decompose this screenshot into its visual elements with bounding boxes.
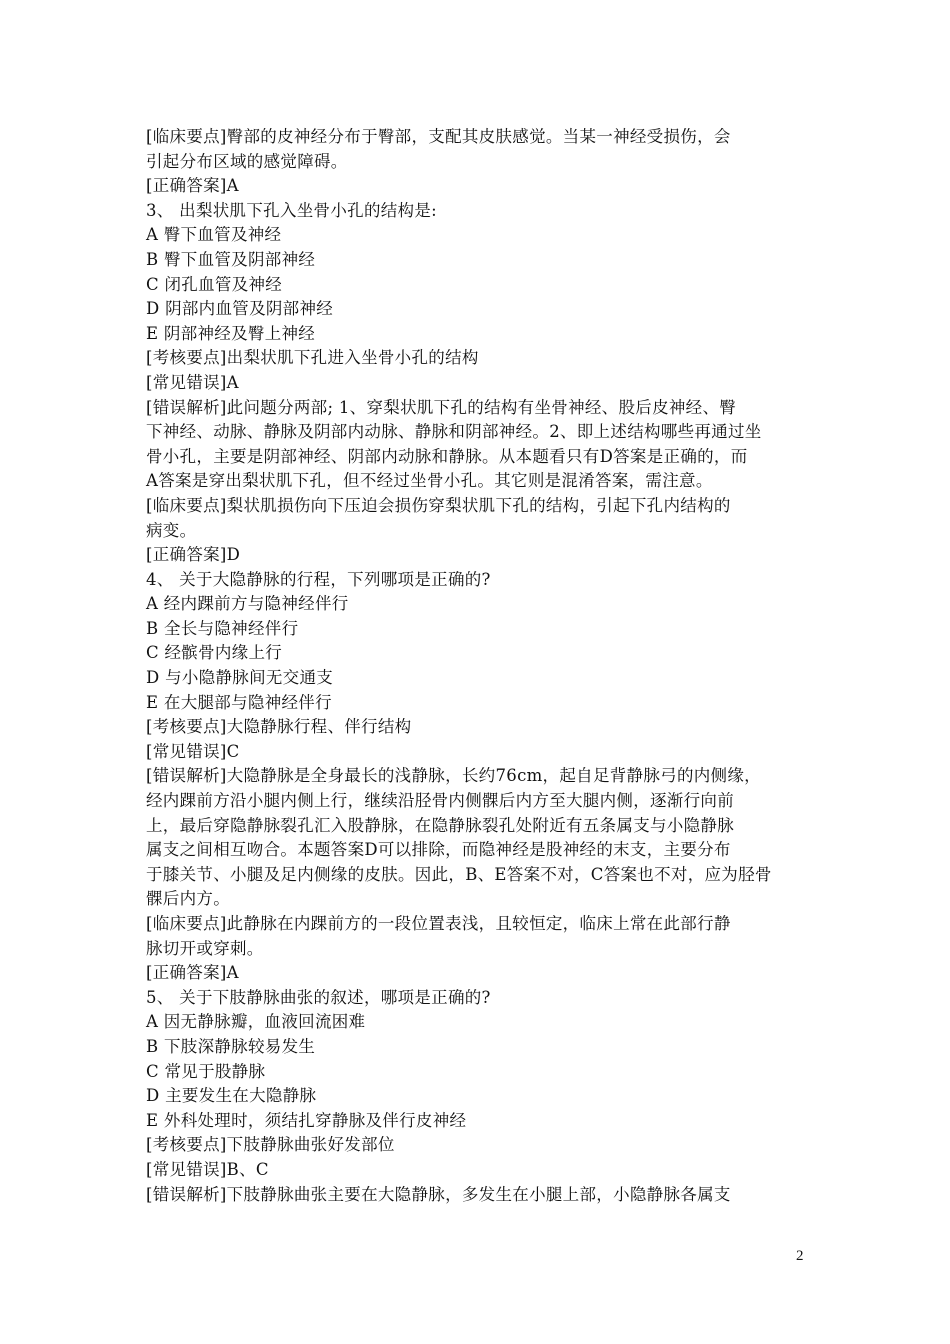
text-line: D 主要发生在大隐静脉 xyxy=(146,1086,317,1106)
text-line: D 阴部内血管及阴部神经 xyxy=(146,299,334,319)
text-line: [考核要点]出梨状肌下孔进入坐骨小孔的结构 xyxy=(146,348,479,368)
text-line: [临床要点]此静脉在内踝前方的一段位置表浅，且较恒定，临床上常在此部行静 xyxy=(146,914,731,933)
text-line: B 臀下血管及阴部神经 xyxy=(146,249,316,269)
text-line: 病变。 xyxy=(146,520,197,540)
text-line: [考核要点]下肢静脉曲张好发部位 xyxy=(146,1135,395,1155)
text-line: 脉切开或穿刺。 xyxy=(146,938,264,958)
text-line: E 在大腿部与隐神经伴行 xyxy=(146,692,332,712)
text-line: B 全长与隐神经伴行 xyxy=(146,618,299,638)
text-line: [错误解析]下肢静脉曲张主要在大隐静脉，多发生在小腿上部，小隐静脉各属支 xyxy=(146,1184,731,1204)
text-line: [正确答案]A xyxy=(146,963,239,983)
text-line: A答案是穿出梨状肌下孔，但不经过坐骨小孔。其它则是混淆答案，需注意。 xyxy=(146,471,713,491)
text-line: [常见错误]A xyxy=(146,372,239,392)
text-line: 骨小孔，主要是阴部神经、阴部内动脉和静脉。从本题看只有D答案是正确的，而 xyxy=(146,446,748,466)
text-line: 引起分布区域的感觉障碍。 xyxy=(146,151,348,171)
text-line: A 臀下血管及神经 xyxy=(146,225,282,245)
text-line: 于膝关节、小腿及足内侧缘的皮肤。因此，B、E答案不对，C答案也不对，应为胫骨 xyxy=(146,864,772,884)
text-line: [错误解析]大隐静脉是全身最长的浅静脉，长约76cm，起自足背静脉弓的内侧缘， xyxy=(146,766,761,786)
page-number: 2 xyxy=(796,1248,804,1264)
text-line: 上，最后穿隐静脉裂孔汇入股静脉，在隐静脉裂孔处附近有五条属支与小隐静脉 xyxy=(146,815,734,835)
text-line: E 阴部神经及臀上神经 xyxy=(146,323,316,343)
text-line: A 经内踝前方与隐神经伴行 xyxy=(146,594,349,614)
text-line: 3、 出梨状肌下孔入坐骨小孔的结构是: xyxy=(146,200,438,220)
text-line: [临床要点]梨状肌损伤向下压迫会损伤穿梨状肌下孔的结构，引起下孔内结构的 xyxy=(146,495,731,515)
text-line: 5、 关于下肢静脉曲张的叙述，哪项是正确的? xyxy=(146,987,491,1007)
text-line: A 因无静脉瓣，血液回流困难 xyxy=(146,1012,366,1032)
text-line: 下神经、动脉、静脉及阴部内动脉、静脉和阴部神经。2、即上述结构哪些再通过坐 xyxy=(146,422,762,442)
text-line: C 常见于股静脉 xyxy=(146,1061,266,1081)
text-line: E 外科处理时，须结扎穿静脉及伴行皮神经 xyxy=(146,1110,467,1130)
text-line: 4、 关于大隐静脉的行程，下列哪项是正确的? xyxy=(146,569,491,589)
text-line: [临床要点]臀部的皮神经分布于臀部，支配其皮肤感觉。当某一神经受损伤，会 xyxy=(146,127,731,146)
text-line: [正确答案]D xyxy=(146,545,241,565)
text-line: [错误解析]此问题分两部; 1、穿梨状肌下孔的结构有坐骨神经、股后皮神经、臀 xyxy=(146,397,737,417)
text-line: D 与小隐静脉间无交通支 xyxy=(146,668,334,688)
text-line: 属支之间相互吻合。本题答案D可以排除，而隐神经是股神经的末支，主要分布 xyxy=(146,840,731,860)
text-line: [正确答案]A xyxy=(146,176,239,196)
text-line: [常见错误]B、C xyxy=(146,1159,269,1179)
text-line: C 经髌骨内缘上行 xyxy=(146,643,283,663)
text-line: 髁后内方。 xyxy=(146,889,230,909)
text-line: 经内踝前方沿小腿内侧上行，继续沿胫骨内侧髁后内方至大腿内侧，逐渐行向前 xyxy=(146,791,734,811)
text-line: B 下肢深静脉较易发生 xyxy=(146,1036,316,1056)
document-body xyxy=(146,125,826,1207)
text-line: C 闭孔血管及神经 xyxy=(146,274,283,294)
text-line: [常见错误]C xyxy=(146,741,240,761)
text-line: [考核要点]大隐静脉行程、伴行结构 xyxy=(146,717,412,737)
